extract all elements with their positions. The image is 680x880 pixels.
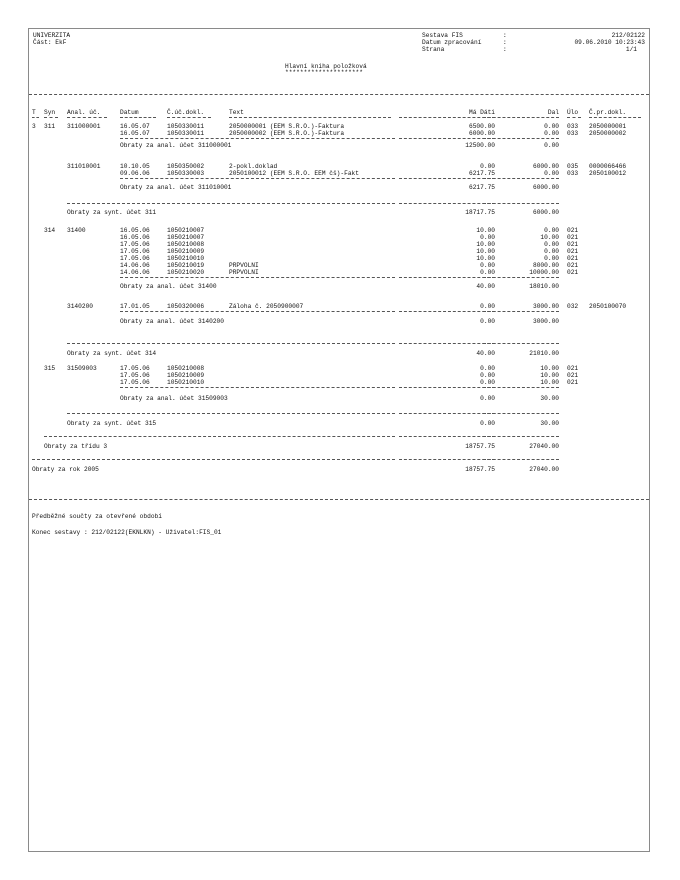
class-t: 3 xyxy=(32,123,36,130)
synt-rule xyxy=(483,413,559,414)
row-md: 10.00 xyxy=(476,255,495,262)
row-cpr: 2050100070 xyxy=(589,303,627,310)
anal-total-label: Obraty za anal. účet 311000001 xyxy=(120,142,232,149)
page-label: Strana xyxy=(422,46,445,53)
synt-total-md: 0.00 xyxy=(480,420,495,427)
col-underline xyxy=(167,117,211,118)
col-syn: Syn xyxy=(44,109,56,116)
col-cpr: Č.pr.dokl. xyxy=(589,109,627,116)
date-label: Datum zpracování xyxy=(422,39,482,46)
row-date: 17.05.06 xyxy=(120,241,150,248)
class-total-dal: 27040.00 xyxy=(529,443,559,450)
subtotal-rule xyxy=(483,178,559,179)
row-doc: 1050210010 xyxy=(167,255,205,262)
row-doc: 1050210009 xyxy=(167,248,205,255)
row-cpr: 0000066466 xyxy=(589,163,627,170)
row-ulo: 021 xyxy=(567,255,579,262)
row-md: 0.00 xyxy=(480,365,495,372)
row-ulo: 021 xyxy=(567,262,579,269)
row-doc: 1050210020 xyxy=(167,269,205,276)
col-cdokl: Č.úč.dokl. xyxy=(167,109,205,116)
row-date: 17.01.05 xyxy=(120,303,150,310)
row-dal: 10.00 xyxy=(540,234,559,241)
row-dal: 10.00 xyxy=(540,379,559,386)
row-md: 0.00 xyxy=(480,234,495,241)
class-total-label: Obraty za třídu 3 xyxy=(44,443,108,450)
row-cpr: 2050000002 xyxy=(589,130,627,137)
anal-total-label: Obraty za anal. účet 31509003 xyxy=(120,395,228,402)
report-code: 212/02122 xyxy=(611,32,645,39)
subtotal-rule xyxy=(120,178,395,179)
row-ulo: 032 xyxy=(567,303,579,310)
date-value: 09.06.2010 10:23:43 xyxy=(574,39,645,46)
row-doc: 1050330003 xyxy=(167,170,205,177)
row-date: 17.05.06 xyxy=(120,248,150,255)
anal-total-md: 0.00 xyxy=(480,318,495,325)
anal-total-dal: 30.00 xyxy=(540,395,559,402)
row-text: Záloha č. 2050900007 xyxy=(229,303,304,310)
anal-total-dal: 6000.00 xyxy=(533,184,559,191)
subtotal-rule xyxy=(399,138,495,139)
anal-total-label: Obraty za anal. účet 311010001 xyxy=(120,184,232,191)
anal-code: 311000001 xyxy=(67,123,101,130)
row-dal: 0.00 xyxy=(544,241,559,248)
org-name: UNIVERZITA xyxy=(33,32,71,39)
row-md: 10.00 xyxy=(476,248,495,255)
row-date: 09.06.06 xyxy=(120,170,150,177)
row-md: 0.00 xyxy=(480,303,495,310)
col-underline xyxy=(567,117,581,118)
row-ulo: 021 xyxy=(567,379,579,386)
row-md: 0.00 xyxy=(480,269,495,276)
year-rule xyxy=(399,459,495,460)
report-title-underline: ********************* xyxy=(285,69,363,76)
synt-total-label: Obraty za synt. účet 314 xyxy=(67,350,157,357)
year-total-dal: 27040.00 xyxy=(529,466,559,473)
synt-total-label: Obraty za synt. účet 311 xyxy=(67,209,157,216)
report-page xyxy=(28,28,650,852)
row-doc: 1050210008 xyxy=(167,241,205,248)
row-text: PRPVOLNI xyxy=(229,262,259,269)
class-rule xyxy=(399,436,495,437)
subtotal-rule xyxy=(399,277,495,278)
row-ulo: 021 xyxy=(567,372,579,379)
row-text: 2050000001 (EEM S.R.O.)-Faktura xyxy=(229,123,345,130)
anal-total-md: 6217.75 xyxy=(469,184,495,191)
org-part: Část: EkF xyxy=(33,39,67,46)
anal-total-label: Obraty za anal. účet 31400 xyxy=(120,283,217,290)
row-ulo: 021 xyxy=(567,269,579,276)
synt-rule xyxy=(67,203,395,204)
synt-total-dal: 6000.00 xyxy=(533,209,559,216)
row-dal: 0.00 xyxy=(544,248,559,255)
row-date: 16.05.06 xyxy=(120,227,150,234)
row-doc: 1050210009 xyxy=(167,372,205,379)
col-underline xyxy=(483,117,559,118)
row-cpr: 2050000001 xyxy=(589,123,627,130)
row-text: 2050100012 (EEM S.R.O. EEM čš)-Fakt xyxy=(229,170,359,177)
row-md: 0.00 xyxy=(480,262,495,269)
col-md: Má Dáti xyxy=(469,109,495,116)
row-date: 17.05.06 xyxy=(120,372,150,379)
row-doc: 1050330011 xyxy=(167,123,205,130)
row-date: 17.05.06 xyxy=(120,365,150,372)
row-md: 6000.00 xyxy=(469,130,495,137)
class-rule xyxy=(44,436,395,437)
row-md: 0.00 xyxy=(480,163,495,170)
report-title: Hlavní kniha položková xyxy=(285,63,367,70)
anal-total-md: 12500.00 xyxy=(465,142,495,149)
row-ulo: 021 xyxy=(567,241,579,248)
anal-total-dal: 3000.00 xyxy=(533,318,559,325)
page-sep: : xyxy=(503,46,507,53)
row-dal: 3000.00 xyxy=(533,303,559,310)
row-ulo: 021 xyxy=(567,227,579,234)
subtotal-rule xyxy=(120,138,395,139)
col-datum: Datum xyxy=(120,109,139,116)
row-dal: 10.00 xyxy=(540,365,559,372)
row-doc: 1050210007 xyxy=(167,234,205,241)
row-ulo: 033 xyxy=(567,123,579,130)
subtotal-rule xyxy=(120,387,395,388)
anal-code: 3140200 xyxy=(67,303,93,310)
anal-total-dal: 0.00 xyxy=(544,142,559,149)
row-doc: 1050330011 xyxy=(167,130,205,137)
row-md: 10.00 xyxy=(476,241,495,248)
row-ulo: 021 xyxy=(567,365,579,372)
row-ulo: 021 xyxy=(567,248,579,255)
synt-rule xyxy=(67,413,395,414)
synt-rule xyxy=(483,343,559,344)
row-md: 6217.75 xyxy=(469,170,495,177)
subtotal-rule xyxy=(483,311,559,312)
row-dal: 0.00 xyxy=(544,170,559,177)
anal-total-md: 40.00 xyxy=(476,283,495,290)
col-anal: Anal. úč. xyxy=(67,109,101,116)
synt-code: 311 xyxy=(44,123,56,130)
row-cpr: 2050100012 xyxy=(589,170,627,177)
footer-divider xyxy=(29,499,649,500)
col-dal: Dal xyxy=(547,109,559,116)
row-date: 17.05.06 xyxy=(120,379,150,386)
anal-total-md: 0.00 xyxy=(480,395,495,402)
col-underline xyxy=(589,117,641,118)
row-date: 16.05.06 xyxy=(120,234,150,241)
report-sep: : xyxy=(503,32,507,39)
row-date: 16.05.07 xyxy=(120,130,150,137)
row-doc: 1050210007 xyxy=(167,227,205,234)
synt-rule xyxy=(399,413,495,414)
synt-rule xyxy=(67,343,395,344)
col-underline xyxy=(32,117,39,118)
row-md: 0.00 xyxy=(480,379,495,386)
row-date: 10.10.05 xyxy=(120,163,150,170)
page-value: 1/1 xyxy=(625,46,637,53)
anal-total-dal: 18010.00 xyxy=(529,283,559,290)
col-underline xyxy=(229,117,391,118)
row-dal: 0.00 xyxy=(544,255,559,262)
col-text: Text xyxy=(229,109,244,116)
subtotal-rule xyxy=(399,178,495,179)
footer-note: Předběžné součty za otevřené období xyxy=(32,513,162,520)
row-ulo: 035 xyxy=(567,163,579,170)
class-rule xyxy=(483,436,559,437)
subtotal-rule xyxy=(483,138,559,139)
synt-total-md: 18717.75 xyxy=(465,209,495,216)
synt-total-label: Obraty za synt. účet 315 xyxy=(67,420,157,427)
synt-code: 315 xyxy=(44,365,56,372)
synt-total-dal: 21010.00 xyxy=(529,350,559,357)
anal-code: 31509003 xyxy=(67,365,97,372)
row-md: 10.00 xyxy=(476,227,495,234)
row-doc: 1050350002 xyxy=(167,163,205,170)
subtotal-rule xyxy=(399,311,495,312)
subtotal-rule xyxy=(120,311,395,312)
row-md: 0.00 xyxy=(480,372,495,379)
row-date: 14.06.06 xyxy=(120,262,150,269)
synt-rule xyxy=(399,203,495,204)
anal-code: 31400 xyxy=(67,227,86,234)
subtotal-rule xyxy=(483,387,559,388)
subtotal-rule xyxy=(483,277,559,278)
col-underline xyxy=(67,117,107,118)
row-ulo: 033 xyxy=(567,170,579,177)
row-date: 17.05.06 xyxy=(120,255,150,262)
row-date: 14.06.06 xyxy=(120,269,150,276)
synt-code: 314 xyxy=(44,227,56,234)
col-ulo: Úlo xyxy=(567,109,579,116)
class-total-md: 18757.75 xyxy=(465,443,495,450)
row-dal: 6000.00 xyxy=(533,163,559,170)
row-text: PRPVOLNI xyxy=(229,269,259,276)
row-dal: 8000.00 xyxy=(533,262,559,269)
row-text: 2-pokl.doklad xyxy=(229,163,278,170)
subtotal-rule xyxy=(399,387,495,388)
synt-total-md: 40.00 xyxy=(476,350,495,357)
col-underline xyxy=(399,117,495,118)
row-dal: 0.00 xyxy=(544,123,559,130)
anal-total-label: Obraty za anal. účet 3140200 xyxy=(120,318,224,325)
row-md: 6500.00 xyxy=(469,123,495,130)
row-ulo: 021 xyxy=(567,234,579,241)
footer-end: Konec sestavy : 212/02122(EKNLKN) - Uživatel:FIS_01 xyxy=(32,529,222,536)
row-dal: 0.00 xyxy=(544,130,559,137)
row-date: 16.05.07 xyxy=(120,123,150,130)
row-doc: 1050210010 xyxy=(167,379,205,386)
row-dal: 0.00 xyxy=(544,227,559,234)
year-total-md: 18757.75 xyxy=(465,466,495,473)
row-doc: 1050320006 xyxy=(167,303,205,310)
anal-code: 311010001 xyxy=(67,163,101,170)
row-text: 2050000002 (EEM S.R.O.)-Faktura xyxy=(229,130,345,137)
year-rule xyxy=(483,459,559,460)
col-underline xyxy=(120,117,156,118)
row-doc: 1050210019 xyxy=(167,262,205,269)
year-rule xyxy=(32,459,395,460)
date-sep: : xyxy=(503,39,507,46)
synt-rule xyxy=(399,343,495,344)
synt-rule xyxy=(483,203,559,204)
row-ulo: 033 xyxy=(567,130,579,137)
report-label: Sestava FIS xyxy=(422,32,463,39)
col-t: T xyxy=(32,109,36,116)
synt-total-dal: 30.00 xyxy=(540,420,559,427)
col-underline xyxy=(44,117,58,118)
header-divider xyxy=(29,94,649,95)
subtotal-rule xyxy=(120,277,395,278)
year-total-label: Obraty za rok 2005 xyxy=(32,466,99,473)
row-dal: 10000.00 xyxy=(529,269,559,276)
row-doc: 1050210008 xyxy=(167,365,205,372)
row-dal: 10.00 xyxy=(540,372,559,379)
